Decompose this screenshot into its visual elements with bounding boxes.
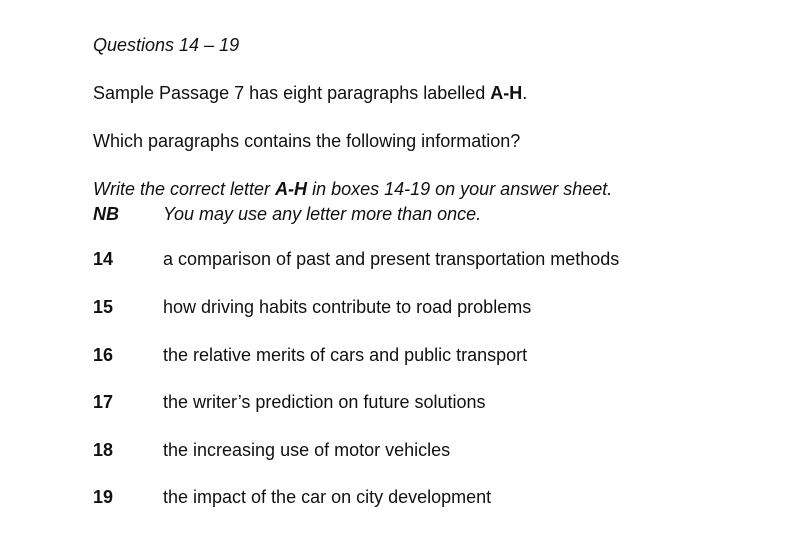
instruction-suffix: in boxes 14-19 on your answer sheet. (307, 179, 613, 199)
question-row (93, 391, 486, 413)
question-number: 19 (93, 487, 114, 507)
note-label: NB (93, 204, 119, 224)
question-text: the writer’s prediction on future solutions (163, 392, 486, 412)
question-row (93, 248, 619, 270)
question-prompt: Which paragraphs contains the following information? (93, 131, 521, 151)
section-heading: Questions 14 – 19 (93, 35, 240, 55)
question-number: 15 (93, 297, 114, 317)
question-text: the impact of the car on city development (163, 487, 492, 507)
question-text: how driving habits contribute to road problems (163, 297, 532, 317)
intro-prefix: Sample Passage 7 has eight paragraphs labelled (93, 83, 491, 103)
question-number: 14 (93, 249, 114, 269)
question-row (93, 439, 450, 461)
instruction-letter-range: A-H (275, 179, 308, 199)
question-row (93, 486, 491, 508)
note-text: You may use any letter more than once. (163, 204, 482, 224)
question-text: the relative merits of cars and public transport (163, 345, 528, 365)
intro-suffix: . (522, 83, 528, 103)
passage-intro (93, 82, 527, 104)
intro-letter-range: A-H (490, 83, 523, 103)
question-row (93, 344, 527, 366)
question-number: 17 (93, 392, 114, 412)
question-text: a comparison of past and present transportation methods (163, 249, 620, 269)
question-number: 18 (93, 440, 114, 460)
question-number: 16 (93, 345, 114, 365)
note-line (93, 203, 481, 225)
instruction-prefix: Write the correct letter (93, 179, 276, 199)
answer-instruction (93, 178, 612, 200)
question-row (93, 296, 531, 318)
question-text: the increasing use of motor vehicles (163, 440, 451, 460)
